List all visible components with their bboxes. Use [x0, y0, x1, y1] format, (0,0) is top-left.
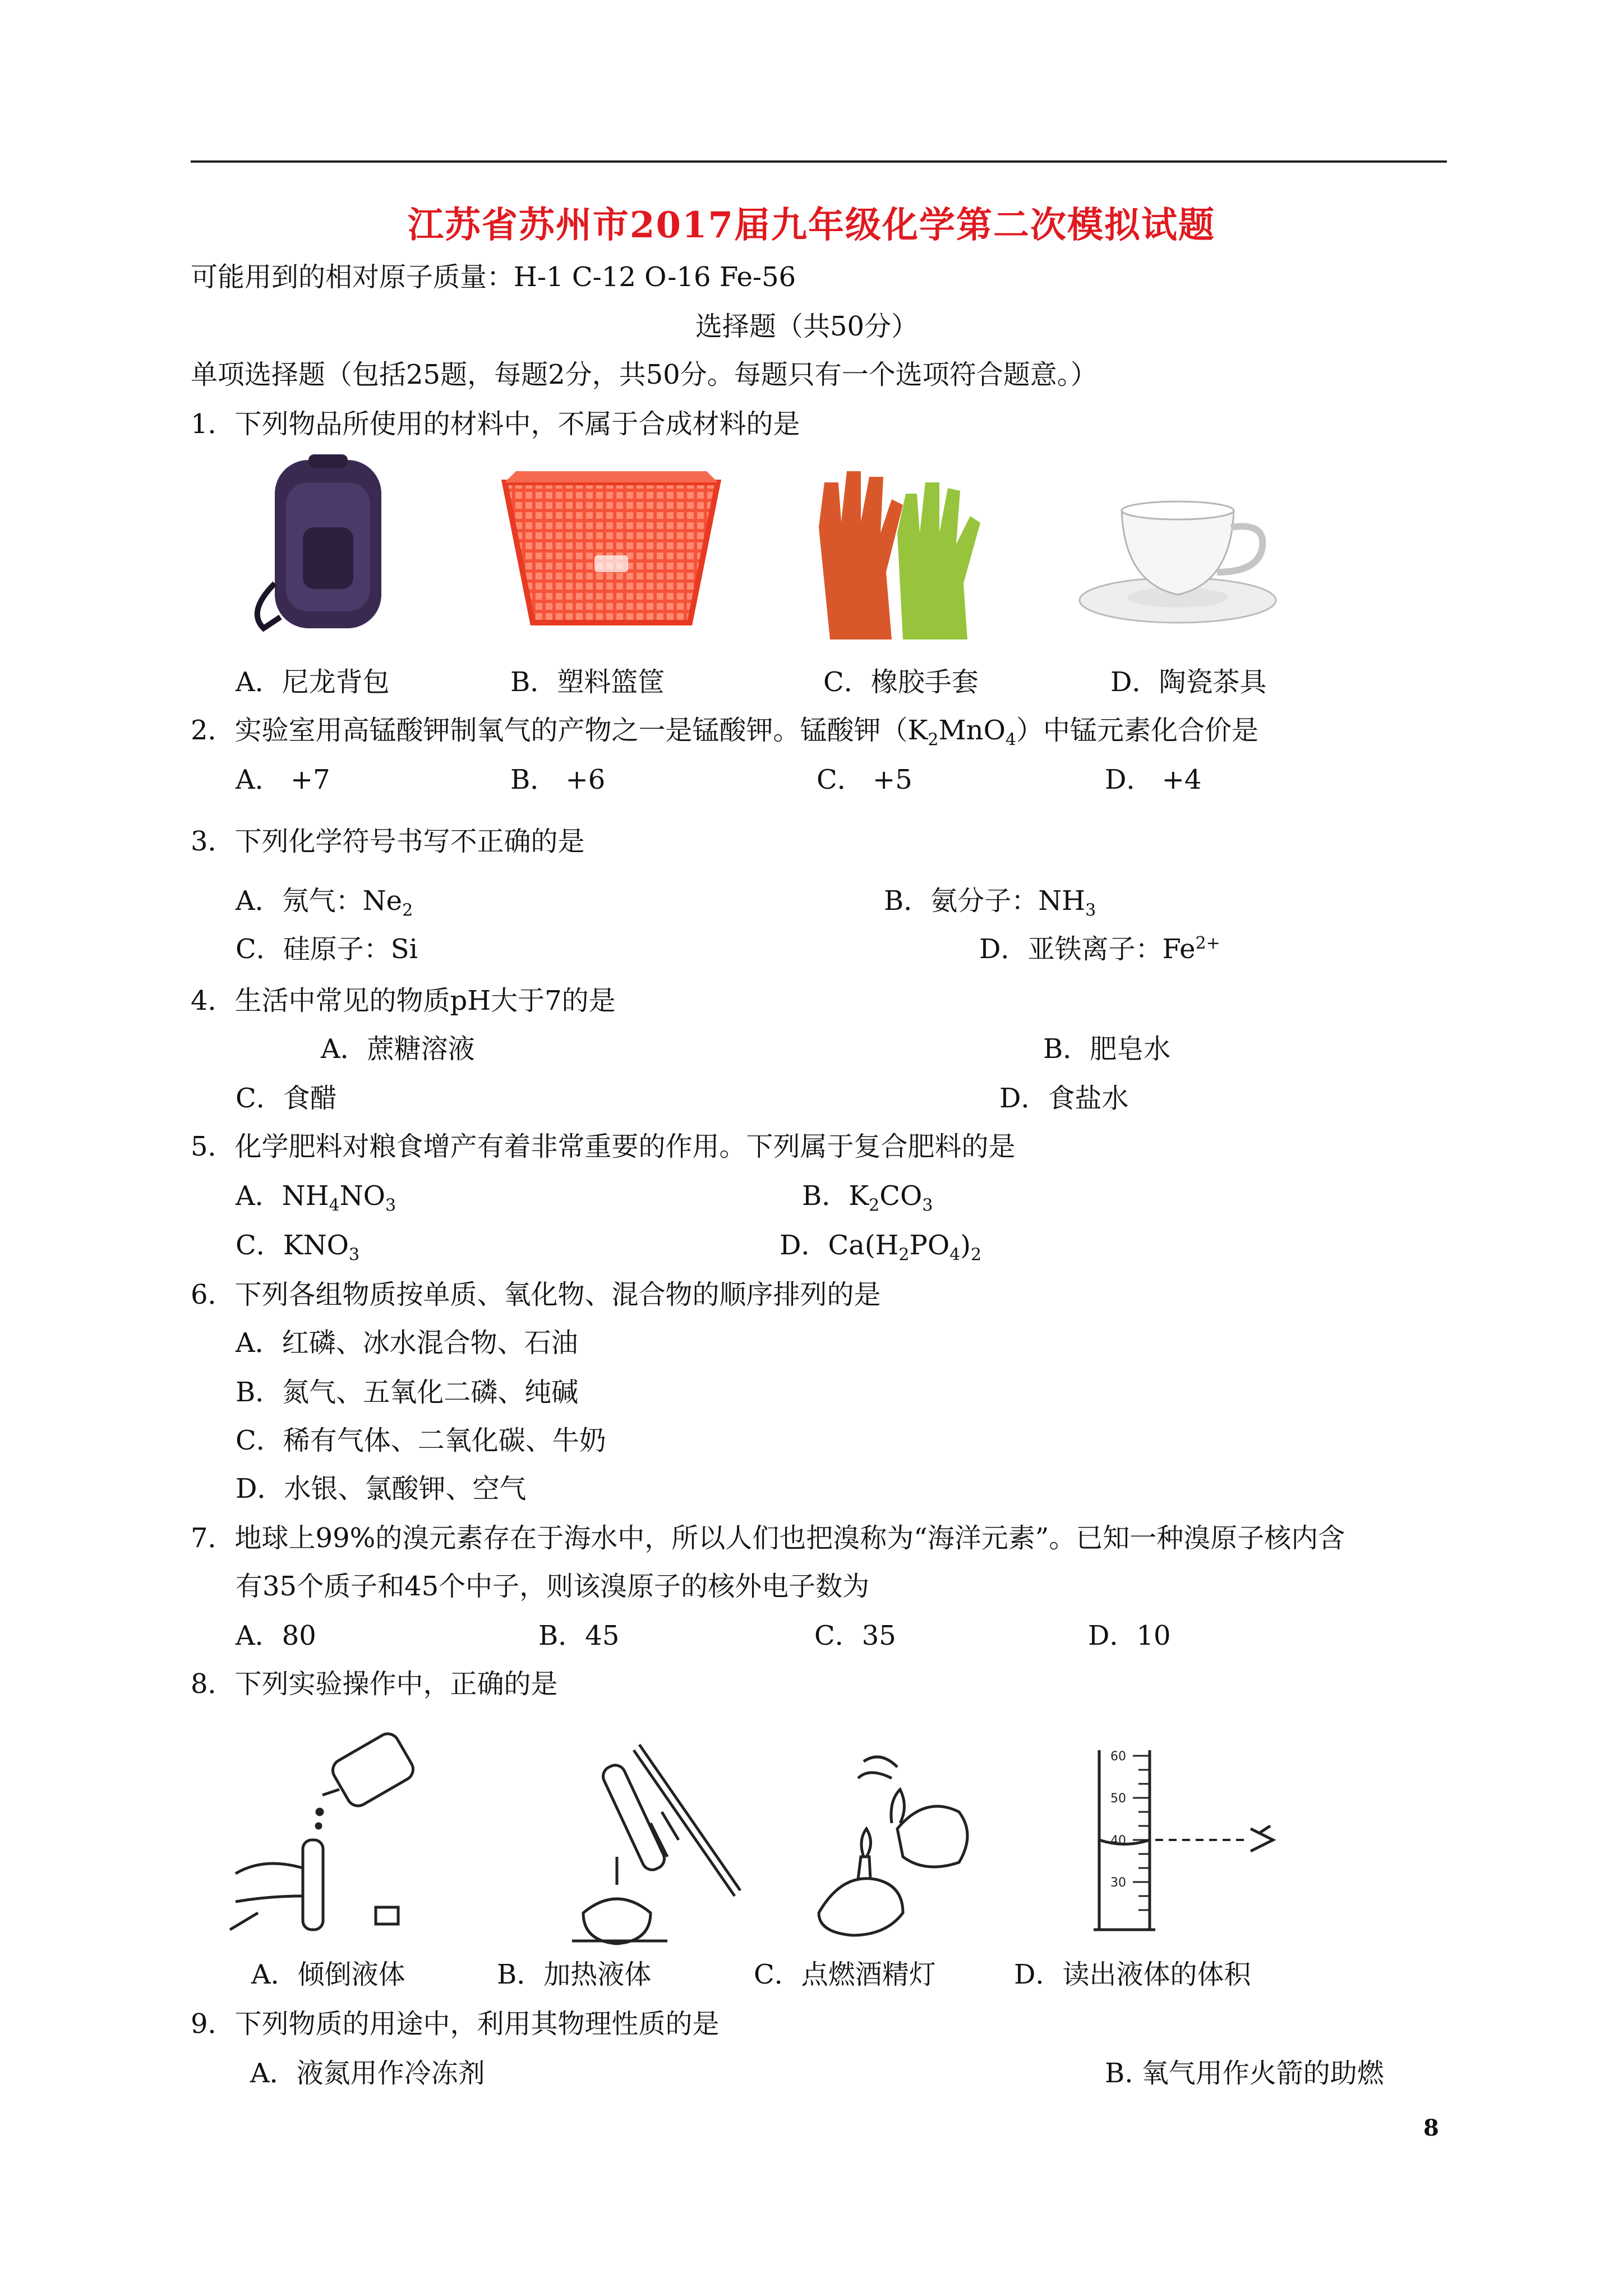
q8-option-b[interactable]: B．加热液体: [497, 1959, 652, 1990]
q3-option-d[interactable]: D．亚铁离子：$Fe^{2+}$: [979, 933, 1220, 965]
page-title: 江苏省苏州市2017届九年级化学第二次模拟试题: [407, 204, 1216, 246]
q3-stem: 3．下列化学符号书写不正确的是: [191, 826, 585, 857]
q7-option-b[interactable]: B．45: [538, 1620, 620, 1651]
q6-stem: 6．下列各组物质按单质、氧化物、混合物的顺序排列的是: [191, 1279, 881, 1310]
q4-option-a[interactable]: A．蔗糖溶液: [321, 1033, 475, 1065]
lighting-alcohol-lamp-image: [808, 1745, 998, 1947]
q2-stem: 2．实验室用高锰酸钾制氧气的产物之一是锰酸钾。锰酸钾$(K_2MnO_4)$中锰元素化合价是: [191, 715, 1259, 750]
q7-stem-line2: 有35个质子和45个中子，则该溴原子的核外电子数为: [236, 1571, 870, 1602]
q5-stem: 5．化学肥料对粮食增产有着非常重要的作用。下列属于复合肥料的是: [191, 1131, 1016, 1162]
reading-liquid-volume-image: [1088, 1745, 1290, 1935]
q1-option-d[interactable]: D．陶瓷茶具: [1110, 666, 1267, 698]
plastic-basket-image: [494, 460, 729, 634]
q7-option-d[interactable]: D．10: [1088, 1620, 1171, 1651]
q6-option-c[interactable]: C．稀有气体、二氧化碳、牛奶: [236, 1425, 606, 1456]
backpack-image: [241, 449, 409, 639]
q1-option-a[interactable]: A．尼龙背包: [236, 666, 390, 698]
q3-option-b[interactable]: B．氨分子：$NH_3$: [884, 885, 1096, 921]
cylinder-tick-60: 60: [1110, 1750, 1126, 1764]
section-title: 选择题（共50分）: [695, 311, 919, 342]
q7-stem-line1: 7．地球上99%的溴元素存在于海水中，所以人们也把溴称为“海洋元素”。已知一种溴原子核内含: [191, 1522, 1345, 1554]
q5-option-b[interactable]: B．$K_2CO_3$: [802, 1180, 933, 1216]
q8-stem: 8．下列实验操作中，正确的是: [191, 1668, 558, 1700]
q9-option-a[interactable]: A．液氮用作冷冻剂: [250, 2058, 485, 2089]
q7-option-a[interactable]: A．80: [236, 1620, 316, 1651]
q1-option-b[interactable]: B．塑料篮筐: [510, 666, 665, 698]
rubber-gloves-image: [808, 460, 987, 645]
q3-option-a[interactable]: A．氖气：$Ne_2$: [236, 885, 413, 921]
q2-option-a[interactable]: A． +7: [236, 764, 330, 795]
q3-option-c[interactable]: C．硅原子：Si: [236, 933, 418, 965]
q5-option-c[interactable]: C．$KNO_3$: [236, 1230, 360, 1265]
pouring-liquid-image: [224, 1728, 426, 1947]
q4-option-d[interactable]: D．食盐水: [999, 1083, 1129, 1114]
q5-option-d[interactable]: D．$Ca(H_2PO_4)_2$: [780, 1230, 982, 1265]
cylinder-tick-40: 40: [1110, 1834, 1126, 1848]
heating-liquid-image: [538, 1728, 763, 1952]
q1-option-c[interactable]: C．橡胶手套: [823, 666, 979, 698]
q7-option-c[interactable]: C．35: [814, 1620, 896, 1651]
header-rule: [191, 160, 1447, 163]
q8-option-c[interactable]: C．点燃酒精灯: [754, 1959, 936, 1990]
ceramic-tea-set-image: [1077, 499, 1290, 628]
cylinder-tick-50: 50: [1110, 1792, 1126, 1806]
instructions: 单项选择题（包括25题，每题2分，共50分。每题只有一个选项符合题意。）: [191, 359, 1098, 390]
q9-option-b[interactable]: B. 氧气用作火箭的助燃: [1105, 2058, 1384, 2089]
q8-option-a[interactable]: A．倾倒液体: [251, 1959, 405, 1990]
q2-option-b[interactable]: B． +6: [510, 764, 606, 795]
q2-option-d[interactable]: D． +4: [1105, 764, 1202, 795]
page-number: 8: [1423, 2115, 1439, 2141]
q6-option-d[interactable]: D．水银、氯酸钾、空气: [236, 1473, 527, 1504]
q6-option-b[interactable]: B．氮气、五氧化二磷、纯碱: [236, 1377, 579, 1408]
cylinder-tick-30: 30: [1110, 1876, 1126, 1890]
q5-option-a[interactable]: A．$NH_4NO_3$: [236, 1180, 396, 1216]
q6-option-a[interactable]: A．红磷、冰水混合物、石油: [236, 1327, 578, 1359]
q4-stem: 4．生活中常见的物质pH大于7的是: [191, 985, 616, 1016]
q8-option-d[interactable]: D．读出液体的体积: [1014, 1959, 1251, 1990]
atomic-masses: 可能用到的相对原子质量：H-1 C-12 O-16 Fe-56: [191, 261, 796, 293]
q9-stem: 9．下列物质的用途中，利用其物理性质的是: [191, 2008, 720, 2040]
q4-option-b[interactable]: B．肥皂水: [1043, 1033, 1171, 1065]
q2-option-c[interactable]: C． +5: [817, 764, 912, 795]
q1-stem: 1．下列物品所使用的材料中，不属于合成材料的是: [191, 408, 800, 440]
q4-option-c[interactable]: C．食醋: [236, 1083, 337, 1114]
